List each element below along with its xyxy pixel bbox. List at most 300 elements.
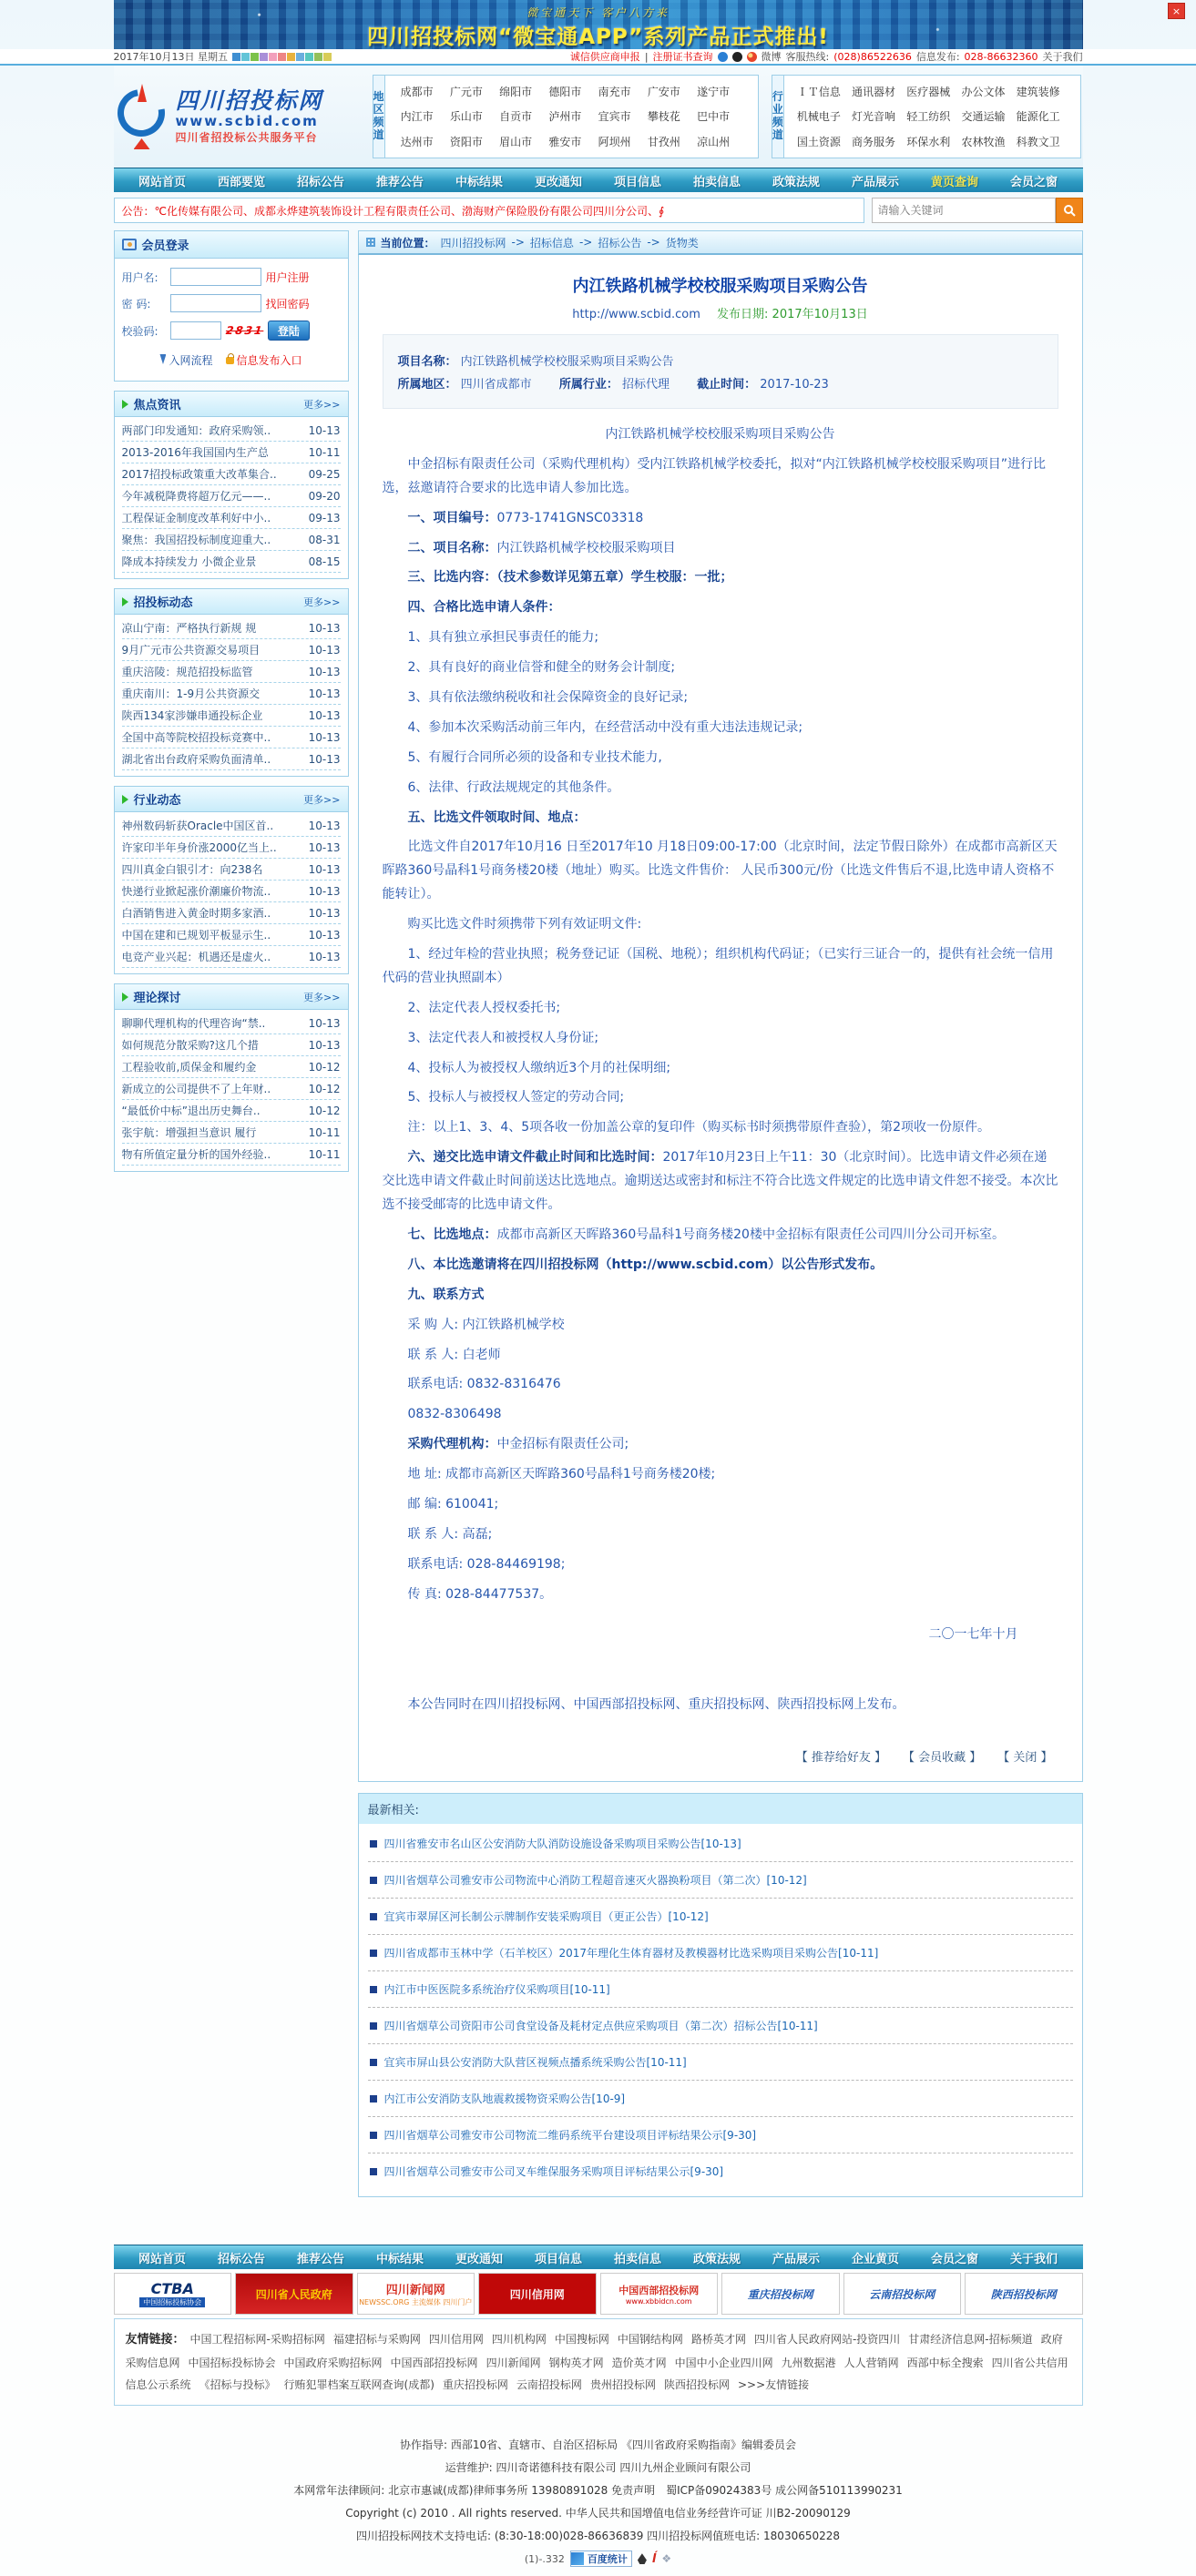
project-name-label: 项目名称： [397,355,457,369]
news-item[interactable] [122,617,341,639]
article-paragraph [383,1314,1058,1338]
region-link[interactable]: 遂宁市 [697,86,731,99]
related-item[interactable] [368,1899,1073,1935]
article-paragraph [383,1027,1058,1051]
region-link[interactable]: 眉山市 [499,135,533,148]
friend-link[interactable]: 四川信用网 [428,2333,484,2347]
friend-link[interactable]: >>>友情链接 [737,2378,810,2392]
article-paragraph [383,626,1058,650]
article-paragraph [383,1433,1058,1457]
news-item[interactable] [122,529,341,551]
paragraph-text: 成都市高新区天晖路360号晶科1号商务楼20楼中金招标有限责任公司四川分公司开标室。 [496,1227,1005,1242]
bottom-nav-item[interactable]: 网站首页 [138,2252,186,2266]
partner-logo[interactable] [965,2273,1083,2315]
pencil-icon [159,354,166,364]
qq-icon[interactable] [732,52,742,62]
industry-link[interactable]: 灯光音响 [852,110,896,124]
nav-item[interactable]: 政策法规 [772,175,820,189]
bottom-nav-item[interactable]: 中标结果 [375,2252,424,2266]
region-link[interactable]: 雅安市 [548,135,582,148]
breadcrumb-category-link[interactable]: 货物类 [665,236,699,249]
friend-link[interactable]: 福建招标与采购网 [332,2333,421,2347]
more-link[interactable]: 更多>> [303,596,341,608]
article-actions [383,1724,1058,1772]
region-link[interactable]: 攀枝花 [647,110,680,124]
breadcrumb-icon [366,238,375,247]
captcha-code: 2831 [224,324,264,337]
article-paragraph [383,1403,1058,1427]
region-label-char: 区 [373,103,384,117]
region-link[interactable]: 广安市 [647,86,680,99]
region-link[interactable]: 乐山市 [449,110,483,124]
industry-link[interactable]: 交通运输 [961,110,1006,124]
info-bar-outer [0,49,1196,66]
friend-link[interactable]: 云南招投标网 [516,2378,582,2392]
related-item-link[interactable]: 四川省成都市玉林中学（石羊校区）2017年理化生体育器材及教模器材比选采购项目采购公告[10-11] [383,1947,879,1960]
breadcrumb-notice-link[interactable]: 招标公告 [598,236,642,249]
friend-link[interactable]: 西部中标全搜索 [906,2357,984,2370]
friend-links-list [126,2333,1068,2391]
friend-link[interactable]: 中国招标投标协会 [188,2357,276,2370]
site-url: www.scbid.com [175,113,319,130]
news-item-title: 凉山宁南：严格执行新规 规 [121,622,257,635]
paragraph-text: 4、投标人为被授权人缴纳近3个月的社保明细; [407,1060,671,1075]
related-item-link[interactable]: 四川省烟草公司资阳市公司食堂设备及耗材定点供应采购项目（第二次）招标公告[10-11] [383,2020,818,2033]
search-input[interactable] [872,198,1056,223]
close-article-link[interactable]: 【 关闭 】 [997,1751,1053,1766]
article-publish-date: 发布日期: 2017年10月13日 [717,308,868,321]
article-paragraph [383,747,1058,770]
news-item[interactable] [122,1034,341,1056]
news-item[interactable] [122,661,341,683]
related-item-link[interactable]: 内江市中医医院多系统治疗仪采购项目[10-11] [383,1983,610,1997]
friend-link[interactable]: 路桥英才网 [690,2333,746,2347]
weibo-link[interactable]: 微博 [761,51,782,63]
news-item-date: 10-13 [308,1016,341,1030]
more-link[interactable]: 更多>> [303,793,341,806]
related-item[interactable] [368,1826,1073,1862]
login-button[interactable]: 登陆 [268,321,310,341]
more-link[interactable]: 更多>> [303,991,341,1003]
friend-link[interactable]: 人人营销网 [843,2357,899,2370]
article-paragraph [383,1057,1058,1081]
region-link[interactable]: 资阳市 [449,135,483,148]
member-login-box [114,230,349,382]
baidu-stats-label: 百度统计 [587,2553,628,2566]
friend-link[interactable]: 钢构英才网 [548,2357,604,2370]
related-item[interactable] [368,1971,1073,2008]
friend-link[interactable]: 重庆招投标网 [442,2378,508,2392]
site-logo-icon [116,84,169,149]
news-item[interactable] [122,639,341,661]
friend-link[interactable]: 中国西部招投标网 [390,2357,478,2370]
username-label: 用户名: [121,270,158,284]
related-item[interactable] [368,2044,1073,2081]
banner-slogan-big: 四川招投标网“微宝通APP”系列产品正式推出! [367,25,829,49]
partner-name: 重庆招投标网 [747,2287,813,2301]
region-link[interactable]: 广元市 [449,86,483,99]
industry-link[interactable]: ＩＴ信息 [796,86,841,99]
about-us-link[interactable]: 关于我们 [1042,51,1083,63]
paragraph-text: 中金招标有限责任公司; [496,1437,629,1452]
friend-link[interactable]: 造价英才网 [611,2357,667,2370]
related-item-link[interactable]: 内江市公安消防支队地震救援物资采购公告[10-9] [383,2092,626,2106]
region-links [385,76,758,158]
deadline-value: 2017-10-23 [760,378,829,392]
paragraph-text: 联 系 人: 高磊; [407,1526,493,1542]
partner-logo[interactable] [114,2273,232,2315]
region-channel-label [373,76,385,158]
news-item[interactable] [122,485,341,507]
search-icon [1063,204,1076,217]
paragraph-bold-label: 九、联系方式 [407,1287,485,1302]
nav-item[interactable]: 推荐公告 [375,175,424,189]
member-icon [122,239,137,250]
related-item-link[interactable]: 宜宾市翠屏区河长制公示牌制作安装采购项目（更正公告）[10-12] [383,1910,709,1924]
weather-square-icon [323,53,332,61]
news-item-date: 10-13 [308,687,341,700]
friend-link[interactable]: 甘肃经济信息网-招标频道 [908,2333,1033,2347]
partner-logo[interactable] [843,2273,962,2315]
related-box [358,1793,1083,2197]
announcement-marquee[interactable] [114,198,864,223]
region-link[interactable]: 宜宾市 [598,110,631,124]
nav-item[interactable]: 会员之窗 [1009,175,1058,189]
news-item[interactable] [122,442,341,463]
news-box-focus [114,391,349,579]
news-item-date: 10-13 [308,752,341,766]
industry-channel-label [772,76,784,158]
region-link[interactable]: 绵阳市 [499,86,533,99]
news-item[interactable] [122,1056,341,1078]
member-favorite-link[interactable]: 【 会员收藏 】 [902,1751,982,1766]
captcha-input[interactable] [170,321,221,340]
news-item-date: 10-11 [308,1125,341,1139]
article-paragraph [383,1373,1058,1397]
paragraph-text: 内江铁路机械学校校服采购项目采购公告 [605,427,835,442]
paragraph-bold-label: 一、项目编号： [407,510,497,525]
article-paragraph [383,423,1058,447]
region-link[interactable]: 甘孜州 [647,135,680,148]
partner-name: 陕西招投标网 [990,2287,1057,2301]
nav-item[interactable]: 网站首页 [138,175,186,189]
paragraph-bold-label: 七、比选地点： [407,1227,497,1242]
username-input[interactable] [170,268,261,286]
friend-link[interactable]: 四川新闻网 [486,2357,541,2370]
news-item-title: 张宇航：增强担当意识 履行 [121,1126,257,1139]
nav-item[interactable]: 拍卖信息 [692,175,741,189]
related-item-link[interactable]: 四川省雅安市名山区公安消防大队消防设施设备采购项目采购公告[10-13] [383,1838,741,1851]
related-item[interactable] [368,2081,1073,2117]
nav-item[interactable]: 更改通知 [534,175,582,189]
region-link[interactable]: 自贡市 [499,110,533,124]
qq-icon[interactable] [718,52,728,62]
article-paragraph [383,507,1058,531]
news-item[interactable] [122,683,341,705]
square-bullet-icon [370,1913,377,1920]
related-item[interactable] [368,1862,1073,1899]
news-item[interactable] [122,507,341,529]
news-item[interactable] [122,815,341,837]
region-link[interactable]: 成都市 [400,86,434,99]
article-paragraph [383,687,1058,710]
partner-logo[interactable] [235,2273,353,2315]
region-link[interactable]: 德阳市 [548,86,582,99]
region-link[interactable]: 阿坝州 [598,135,631,148]
related-item[interactable] [368,2117,1073,2153]
project-meta-panel [383,334,1058,409]
friend-link[interactable]: 九州数据港 [781,2357,836,2370]
related-item[interactable] [368,2153,1073,2189]
bottom-nav-item[interactable]: 招标公告 [217,2252,265,2266]
breadcrumb-info-link[interactable]: 招标信息 [529,236,574,249]
friend-link[interactable]: 中国政府采购招标网 [283,2357,383,2370]
news-item-title: 新成立的公司提供不了上年财.. [121,1083,271,1095]
site-logo[interactable] [116,84,360,149]
news-item[interactable] [122,1144,341,1166]
friend-link[interactable]: 中国中小企业四川网 [674,2357,773,2370]
related-item-link[interactable]: 四川省烟草公司雅安市公司叉车维保服务采购项目评标结果公示[9-30] [383,2165,724,2179]
news-item-title: 中国在建和已规划平板显示生.. [121,929,271,942]
register-link[interactable]: 用户注册 [265,270,310,284]
friend-link[interactable]: 陕西招投标网 [663,2378,730,2392]
news-item[interactable] [122,705,341,727]
article-paragraph [383,1086,1058,1110]
news-item[interactable] [122,1013,341,1034]
arrow-icon [122,993,128,1002]
partner-name: 云南招投标网 [869,2287,935,2301]
industry-label: 所属行业： [558,378,618,392]
news-item-title: 神州数码斩获Oracle中国区首.. [121,820,274,832]
captcha-label: 校验码: [121,324,158,338]
news-item-date: 09-25 [308,467,341,481]
recommend-friend-link[interactable]: 【 推荐给好友 】 [795,1751,886,1766]
friend-link[interactable]: 政府采购信息网 [125,2333,1063,2370]
nav-item[interactable]: 招标公告 [296,175,344,189]
news-item[interactable] [122,420,341,442]
bottom-nav-item[interactable]: 产品展示 [772,2252,820,2266]
friend-link[interactable]: 《招标与投标》 [199,2378,276,2392]
region-channel-box [373,75,759,158]
baidu-stats-badge[interactable] [570,2551,632,2567]
news-item[interactable] [122,859,341,881]
partner-logo[interactable] [357,2273,475,2315]
news-list [115,812,348,973]
nav-item[interactable]: 项目信息 [613,175,661,189]
paragraph-text: 内江铁路机械学校校服采购项目 [496,540,676,555]
paragraph-text: 2、具有良好的商业信誉和健全的财务会计制度; [407,660,676,676]
news-item[interactable] [122,1078,341,1100]
partner-subtitle: NEWSSC.ORG 主流媒体 四川门户 [359,2298,473,2307]
industry-link[interactable]: 商务服务 [852,135,896,148]
industry-links [784,76,1080,158]
industry-link[interactable]: 环保水利 [906,135,951,148]
related-title: 最新相关: [359,1794,1082,1824]
paragraph-text: 传 真: 028-84477537。 [407,1586,553,1602]
industry-link[interactable]: 通讯器材 [852,86,896,99]
industry-link[interactable]: 办公文体 [961,86,1006,99]
main-content [358,230,1083,2197]
news-list [115,615,348,776]
news-item[interactable] [122,946,341,968]
industry-label-char: 行 [772,90,783,104]
paragraph-text: 3、法定代表人和被授权人身份证; [407,1030,599,1045]
nav-item[interactable]: 西部要览 [217,175,265,189]
partner-name: 四川省人民政府 [255,2287,332,2301]
related-item-link[interactable]: 四川省烟草公司雅安市公司物流二维码系统平台建设项目评标结果公示[9-30] [383,2129,757,2143]
more-link[interactable]: 更多>> [303,398,341,411]
friend-links-box [114,2318,1083,2406]
news-item-title: 重庆南川：1-9月公共资源交 [121,687,261,700]
region-link[interactable]: 泸州市 [548,110,582,124]
industry-link[interactable]: 农林牧渔 [961,135,1006,148]
news-item[interactable] [122,1122,341,1144]
news-item-title: 许家印半年身价涨2000亿当上.. [121,841,277,854]
friend-link[interactable]: 四川省人民政府网站-投资四川 [753,2333,901,2347]
article-paragraph [383,943,1058,991]
bottom-nav-item[interactable]: 推荐公告 [296,2252,344,2266]
nav-item[interactable]: 中标结果 [455,175,503,189]
region-label: 所属地区： [397,378,457,392]
paragraph-bold-label: 二、项目名称： [407,540,497,555]
news-item[interactable] [122,902,341,924]
arrow-icon [122,400,128,409]
footer-lines [114,2437,1083,2543]
breadcrumb-label: 当前位置： [380,236,435,249]
news-item-date: 10-13 [308,884,341,898]
friend-link[interactable]: 中国钢结构网 [617,2333,683,2347]
honest-supplier-link[interactable]: 诚信供应商申报 [569,51,640,63]
paragraph-text: 采 购 人: 内江铁路机械学校 [407,1317,565,1332]
news-item[interactable] [122,924,341,946]
footer-badge-icon[interactable] [638,2553,647,2564]
article-paragraph [383,1116,1058,1140]
news-item[interactable] [122,551,341,573]
article-paragraph [383,777,1058,800]
partner-logo[interactable] [600,2273,719,2315]
info-publish-entry-link[interactable] [226,352,302,368]
friend-link[interactable]: 行贿犯罪档案互联网查询(成都) [283,2378,434,2392]
current-date: 2017年10月13日 星期五 [113,51,228,63]
news-item-date: 10-11 [308,445,341,459]
article-paragraph [383,1624,1058,1647]
industry-link[interactable]: 科教文卫 [1016,135,1060,148]
article-paragraph [383,836,1058,907]
arrow-icon [122,795,128,804]
paragraph-bold-label: 五、比选文件领取时间、地点： [407,809,587,825]
news-item[interactable] [122,837,341,859]
region-link[interactable]: 内江市 [400,110,434,124]
news-item[interactable] [122,463,341,485]
bottom-nav-item[interactable]: 关于我们 [1009,2252,1058,2266]
paragraph-text: 6、法律、行政法规规定的其他条件。 [407,779,620,795]
breadcrumb [358,230,1083,255]
paragraph-text: 联系电话: 0832-8316476 [407,1377,561,1392]
news-item-title: 重庆涪陵：规范招投标监管 [121,666,253,678]
article-meta-line [383,304,1058,334]
bottom-nav-item[interactable]: 项目信息 [534,2252,582,2266]
region-link[interactable]: 南充市 [598,86,631,99]
login-title: 会员登录 [141,239,189,253]
breadcrumb-home-link[interactable]: 四川招投标网 [440,236,506,249]
weibo-icon[interactable] [747,52,757,62]
article-paragraph [383,1146,1058,1217]
bottom-nav-item[interactable]: 拍卖信息 [613,2252,661,2266]
password-input[interactable] [170,294,261,312]
bottom-nav-item[interactable]: 会员之窗 [930,2252,978,2266]
friend-link[interactable]: 四川机构网 [491,2333,547,2347]
news-item-title: 聊聊代理机构的代理咨询“禁.. [121,1017,266,1030]
forgot-password-link[interactable]: 找回密码 [265,297,310,311]
friend-link[interactable]: 四川省公共信用信息公示系统 [125,2357,1068,2392]
news-item[interactable] [122,1100,341,1122]
industry-link[interactable]: 能源化工 [1016,110,1060,124]
article-paragraph [383,566,1058,590]
industry-link[interactable]: 轻工纺织 [906,110,951,124]
article-paragraph [383,913,1058,937]
industry-link[interactable]: 国土资源 [796,135,841,148]
bottom-nav-item[interactable]: 企业黄页 [851,2252,899,2266]
article-paragraph [383,657,1058,680]
related-item-link[interactable]: 宜宾市屏山县公安消防大队营区视频点播系统采购公告[10-11] [383,2056,687,2070]
left-sidebar [114,230,349,1172]
industry-link[interactable]: 建筑装修 [1016,86,1060,99]
region-link[interactable]: 巴中市 [697,110,731,124]
site-header [114,66,1083,168]
footer-line: 本网常年法律顾问: 北京市惠诚(成都)律师事务所 13980891028 免责声明 蜀ICP备09024383号 成公网备510113990231 [293,2484,903,2498]
bottom-nav-item[interactable]: 更改通知 [455,2252,503,2266]
paragraph-bold-label: 四、合格比选申请人条件： [407,600,561,616]
friend-link[interactable]: 中国工程招标网-采购招标网 [189,2333,325,2347]
news-item[interactable] [122,881,341,902]
related-item-link[interactable]: 四川省烟草公司雅安市公司物流中心消防工程超音速灭火器换粉项目（第二次）[10-12] [383,1874,807,1888]
info-bar [114,49,1083,64]
nav-item[interactable]: 产品展示 [851,175,899,189]
region-link[interactable]: 达州市 [400,135,434,148]
footer-diamond-icon[interactable]: ❖ [661,2552,672,2566]
footer-flame-icon[interactable]: ĺ [651,2551,657,2566]
related-item[interactable] [368,1935,1073,1971]
cert-query-link[interactable]: 注册证书查询 [652,51,713,63]
floating-close-button[interactable]: × [1168,3,1185,19]
industry-link[interactable]: 机械电子 [796,110,841,124]
footer-line: Copyright (c) 2010 . All rights reserved. 中华人民共和国增值电信业务经营许可证 川B2-20090129 [345,2507,851,2520]
partner-logo[interactable] [721,2273,840,2315]
industry-link[interactable]: 医疗器械 [906,86,951,99]
related-item[interactable] [368,2008,1073,2044]
bottom-nav-item[interactable]: 政策法规 [692,2252,741,2266]
nav-item[interactable]: 黄页查询 [930,175,978,189]
publish-label: 信息发布: [915,51,960,63]
network-flow-link[interactable] [159,352,212,368]
article-paragraph [383,997,1058,1021]
flow-link-label: 入网流程 [169,354,213,367]
partner-name: 四川新闻网 [385,2284,445,2298]
friend-link[interactable]: 贵州招投标网 [589,2378,656,2392]
industry-label-char: 频 [772,116,783,128]
top-ad-banner[interactable] [114,0,1083,49]
news-item-title: 9月广元市公共资源交易项目 [121,644,261,657]
partner-logo[interactable] [478,2273,597,2315]
region-link[interactable]: 凉山州 [697,135,731,148]
news-item[interactable] [122,727,341,748]
weather-square-icon [250,53,259,61]
paragraph-text: 1、具有独立承担民事责任的能力; [407,630,599,646]
search-button[interactable] [1056,198,1083,223]
news-item[interactable] [122,748,341,770]
page-footer [114,2406,1083,2576]
friend-link[interactable]: 中国搜标网 [554,2333,609,2347]
